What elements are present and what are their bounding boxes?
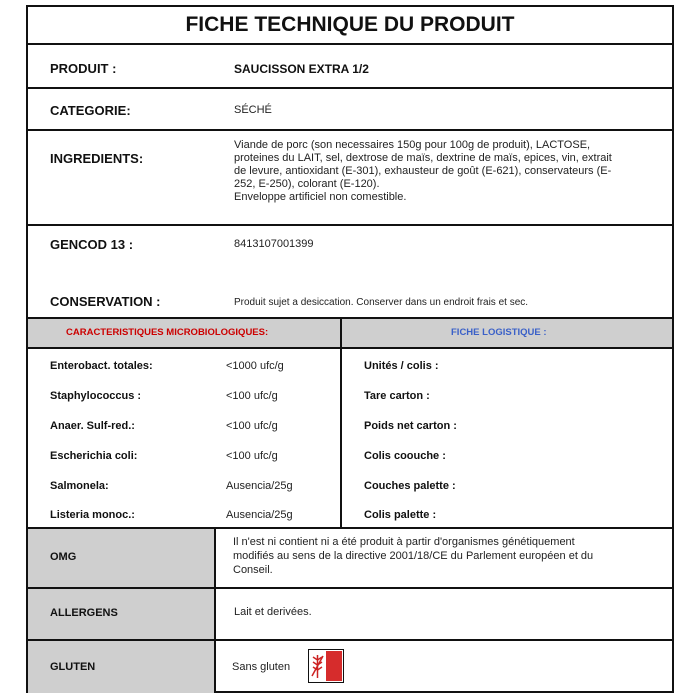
ingredients-line: de levure, antioxidant (E-301), exhausteur de goût (E-621), conservateurs (E- — [234, 165, 612, 177]
ingredients-line: 252, E-250), colorant (E-120). — [234, 178, 380, 190]
logistique-item: Colis coouche : — [364, 450, 446, 462]
categorie-value: SÉCHÉ — [234, 104, 272, 116]
omg-line: modifiés au sens de la directive 2001/18/CE du Parlement européen et du — [233, 550, 594, 562]
conservation-label: CONSERVATION : — [50, 294, 161, 309]
divider — [28, 347, 672, 349]
micro-value: <100 ufc/g — [226, 420, 278, 432]
conservation-value: Produit sujet a desiccation. Conserver dans un endroit frais et sec. — [234, 297, 529, 308]
divider — [28, 587, 672, 589]
micro-header: CARACTERISTIQUES MICROBIOLOGIQUES: — [66, 327, 269, 338]
divider — [28, 224, 672, 226]
ingredients-line: Viande de porc (son necessaires 150g pour 100g de produit), LACTOSE, — [234, 139, 591, 151]
allergens-value: Lait et derivées. — [234, 606, 312, 618]
omg-label: OMG — [50, 551, 77, 563]
gluten-icon-white-panel — [310, 651, 325, 681]
divider — [28, 87, 672, 89]
logistique-item: Tare carton : — [364, 390, 430, 402]
micro-value: <100 ufc/g — [226, 390, 278, 402]
micro-value: Ausencia/25g — [226, 480, 293, 492]
allergens-label: ALLERGENS — [50, 607, 118, 619]
gencod-value: 8413107001399 — [234, 238, 314, 250]
logistique-item: Poids net carton : — [364, 420, 457, 432]
logistique-item: Unités / colis : — [364, 360, 439, 372]
micro-name: Listeria monoc.: — [50, 509, 135, 521]
divider — [28, 129, 672, 131]
logistique-item: Colis palette : — [364, 509, 437, 521]
gluten-label: GLUTEN — [50, 661, 96, 673]
produit-label: PRODUIT : — [50, 61, 117, 76]
micro-name: Escherichia coli: — [50, 450, 138, 462]
ingredients-line: Enveloppe artificiel non comestible. — [234, 191, 407, 203]
logistique-header: FICHE LOGISTIQUE : — [451, 327, 547, 338]
logistique-item: Couches palette : — [364, 480, 456, 492]
divider — [28, 639, 672, 641]
gluten-value: Sans gluten — [232, 661, 291, 673]
micro-name: Salmonela: — [50, 480, 109, 492]
column-divider — [214, 527, 216, 693]
product-sheet — [26, 5, 674, 693]
omg-line: Conseil. — [233, 564, 273, 576]
micro-name: Enterobact. totales: — [50, 360, 153, 372]
wheat-icon — [310, 651, 325, 681]
ingredients-label: INGREDIENTS: — [50, 151, 144, 166]
divider — [28, 43, 672, 45]
omg-line: Il n'est ni contient ni a été produit à partir d'organismes génétiquement — [233, 536, 575, 548]
column-divider — [340, 317, 342, 527]
page-title: FICHE TECHNIQUE DU PRODUIT — [185, 13, 515, 36]
ingredients-line: proteines du LAIT, sel, dextrose de maïs, dextrine de maïs, epices, vin, extrait — [234, 152, 612, 164]
micro-name: Staphylococcus : — [50, 390, 142, 402]
gencod-label: GENCOD 13 : — [50, 237, 134, 252]
gluten-icon-red-panel — [326, 651, 342, 681]
micro-value: <1000 ufc/g — [226, 360, 284, 372]
produit-value: SAUCISSON EXTRA 1/2 — [234, 62, 369, 76]
categorie-label: CATEGORIE: — [50, 103, 131, 118]
micro-value: Ausencia/25g — [226, 509, 293, 521]
micro-name: Anaer. Sulf-red.: — [50, 420, 135, 432]
gluten-free-icon — [308, 649, 344, 683]
micro-value: <100 ufc/g — [226, 450, 278, 462]
